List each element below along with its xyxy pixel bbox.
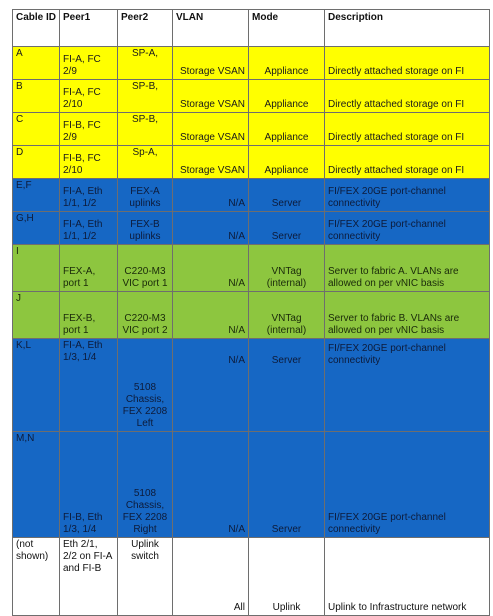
header-description: Description — [325, 10, 490, 47]
cell-description: Uplink to Infrastructure network — [325, 538, 490, 616]
cell-peer1: FI-B, FC 2/10 — [60, 146, 118, 179]
cell-mode: VNTag (internal) — [249, 245, 325, 292]
header-peer2: Peer2 — [118, 10, 173, 47]
cell-peer2: C220-M3 VIC port 1 — [118, 245, 173, 292]
cell-mode: Appliance — [249, 146, 325, 179]
cell-vlan: All — [173, 538, 249, 616]
cell-peer2: SP-A, — [118, 47, 173, 80]
cell-peer1: FI-B, FC 2/9 — [60, 113, 118, 146]
cell-peer2: 5108 Chassis, FEX 2208 Left — [118, 339, 173, 432]
cell-peer2: FEX-A uplinks — [118, 179, 173, 212]
cell-vlan: N/A — [173, 212, 249, 245]
cell-peer2: Sp-A, — [118, 146, 173, 179]
cell-cable-id: J — [13, 292, 60, 339]
table-row — [13, 212, 490, 245]
table-row — [13, 179, 490, 212]
cell-description: Directly attached storage on FI — [325, 113, 490, 146]
cell-mode: Appliance — [249, 80, 325, 113]
table-row — [13, 113, 490, 146]
cell-peer2: SP-B, — [118, 80, 173, 113]
cell-cable-id: K,L — [13, 339, 60, 432]
header-vlan: VLAN — [173, 10, 249, 47]
cabling-table — [12, 9, 490, 616]
cell-cable-id: A — [13, 47, 60, 80]
cell-vlan: Storage VSAN — [173, 47, 249, 80]
header-mode: Mode — [249, 10, 325, 47]
cell-description: FI/FEX 20GE port-channel connectivity — [325, 432, 490, 538]
cell-description: FI/FEX 20GE port-channel connectivity — [325, 212, 490, 245]
cell-peer2: Uplink switch — [118, 538, 173, 616]
cell-cable-id: M,N — [13, 432, 60, 538]
cell-vlan: Storage VSAN — [173, 113, 249, 146]
header-cable-id: Cable ID — [13, 10, 60, 47]
cell-peer1: Eth 2/1, 2/2 on FI-A and FI-B — [60, 538, 118, 616]
cell-vlan: N/A — [173, 432, 249, 538]
cell-peer1: FI-A, FC 2/9 — [60, 47, 118, 80]
cell-mode: Appliance — [249, 47, 325, 80]
cell-peer2: 5108 Chassis, FEX 2208 Right — [118, 432, 173, 538]
cell-peer1: FI-A, Eth 1/1, 1/2 — [60, 212, 118, 245]
cell-peer2: C220-M3 VIC port 2 — [118, 292, 173, 339]
cell-vlan: Storage VSAN — [173, 80, 249, 113]
cell-description: FI/FEX 20GE port-channel connectivity — [325, 179, 490, 212]
cell-mode: Appliance — [249, 113, 325, 146]
table-row — [13, 80, 490, 113]
cell-peer1: FEX-B, port 1 — [60, 292, 118, 339]
table-row — [13, 292, 490, 339]
cell-peer1: FI-A, Eth 1/3, 1/4 — [60, 339, 118, 432]
cell-peer2: FEX-B uplinks — [118, 212, 173, 245]
cell-peer1: FEX-A, port 1 — [60, 245, 118, 292]
cell-peer1: FI-A, Eth 1/1, 1/2 — [60, 179, 118, 212]
cell-description: FI/FEX 20GE port-channel connectivity — [325, 339, 490, 432]
table-row — [13, 432, 490, 538]
cell-cable-id: B — [13, 80, 60, 113]
cell-mode: VNTag (internal) — [249, 292, 325, 339]
cell-cable-id: (not shown) — [13, 538, 60, 616]
cell-description: Directly attached storage on FI — [325, 80, 490, 113]
header-peer1: Peer1 — [60, 10, 118, 47]
cell-cable-id: C — [13, 113, 60, 146]
cell-mode: Uplink — [249, 538, 325, 616]
table-row — [13, 245, 490, 292]
cell-peer2: SP-B, — [118, 113, 173, 146]
cell-cable-id: G,H — [13, 212, 60, 245]
cell-peer1: FI-A, FC 2/10 — [60, 80, 118, 113]
cell-description: Directly attached storage on FI — [325, 47, 490, 80]
cell-description: Directly attached storage on FI — [325, 146, 490, 179]
cell-vlan: Storage VSAN — [173, 146, 249, 179]
cell-vlan: N/A — [173, 292, 249, 339]
cell-mode: Server — [249, 339, 325, 432]
cell-cable-id: D — [13, 146, 60, 179]
cell-cable-id: E,F — [13, 179, 60, 212]
cell-vlan: N/A — [173, 339, 249, 432]
cell-mode: Server — [249, 179, 325, 212]
cell-cable-id: I — [13, 245, 60, 292]
table-row — [13, 47, 490, 80]
cell-description: Server to fabric B. VLANs are allowed on per vNIC basis — [325, 292, 490, 339]
cell-peer1: FI-B, Eth 1/3, 1/4 — [60, 432, 118, 538]
cell-mode: Server — [249, 432, 325, 538]
cell-vlan: N/A — [173, 179, 249, 212]
cell-mode: Server — [249, 212, 325, 245]
cell-description: Server to fabric A. VLANs are allowed on per vNIC basis — [325, 245, 490, 292]
table-header-row — [13, 10, 490, 47]
table-row — [13, 146, 490, 179]
cell-vlan: N/A — [173, 245, 249, 292]
table-row — [13, 339, 490, 432]
table-row — [13, 538, 490, 616]
